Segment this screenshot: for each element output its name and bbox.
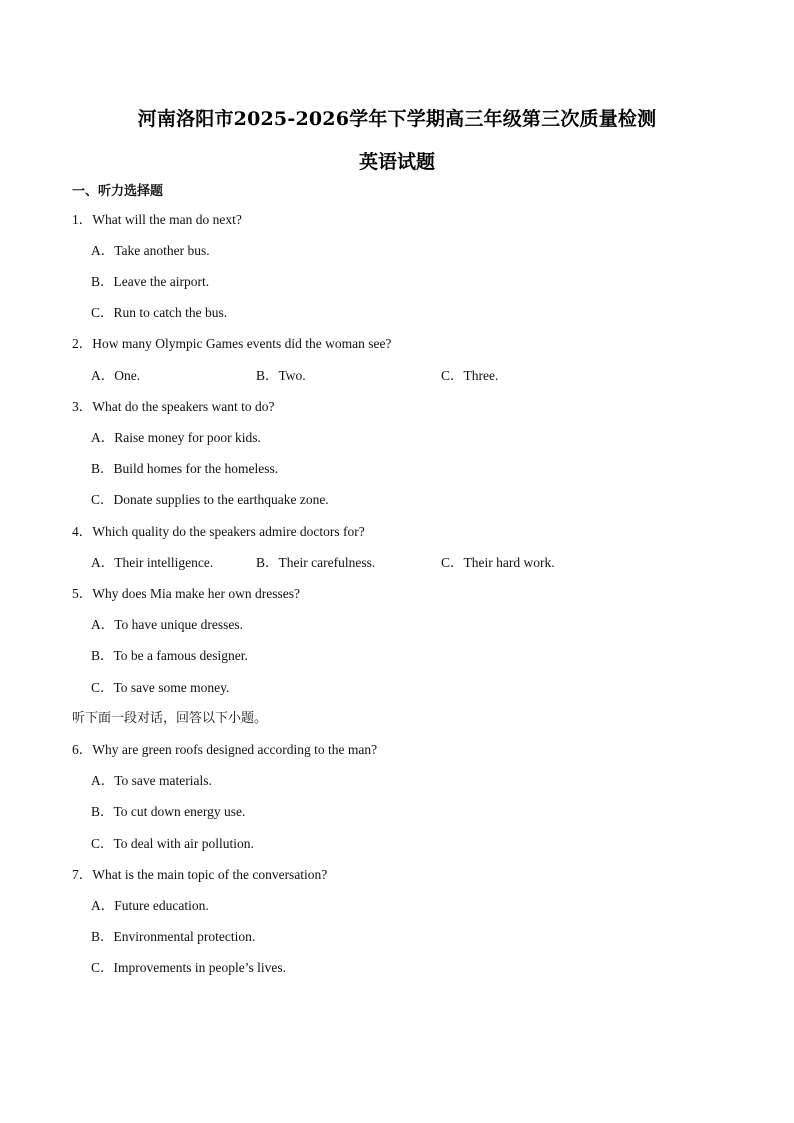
- question-4-option-c: C．Their hard work.: [441, 555, 555, 570]
- question-6-option-a: A．To save materials.: [91, 773, 212, 788]
- question-4-option-b: B．Their carefulness.: [256, 555, 376, 570]
- question-7: 7．What is the main topic of the conversation?: [72, 867, 328, 882]
- question-3-option-b: B．Build homes for the homeless.: [91, 461, 279, 476]
- question-5-option-a: A．To have unique dresses.: [91, 617, 244, 632]
- question-3-option-c: C．Donate supplies to the earthquake zone.: [91, 492, 329, 507]
- question-1-option-a: A．Take another bus.: [91, 243, 210, 258]
- question-2: 2．How many Olympic Games events did the woman see?: [72, 336, 392, 351]
- section-heading: 一、听力选择题: [72, 184, 164, 199]
- question-4-option-a: A．Their intelligence.: [91, 555, 214, 570]
- page-title: 河南洛阳市2025-2026学年下学期高三年级第三次质量检测: [137, 108, 657, 130]
- question-1-option-c: C．Run to catch the bus.: [91, 305, 228, 320]
- question-6-option-b: B．To cut down energy use.: [91, 804, 246, 819]
- question-5-option-c: C．To save some money.: [91, 680, 230, 695]
- question-5: 5．Why does Mia make her own dresses?: [72, 586, 300, 601]
- question-1-option-b: B．Leave the airport.: [91, 274, 210, 289]
- question-6: 6．Why are green roofs designed according to the man?: [72, 742, 378, 757]
- question-6-option-c: C．To deal with air pollution.: [91, 836, 254, 851]
- question-4: 4．Which quality do the speakers admire doctors for?: [72, 524, 365, 539]
- question-5-option-b: B．To be a famous designer.: [91, 648, 248, 663]
- question-2-option-c: C．Three.: [441, 368, 499, 383]
- question-7-option-b: B．Environmental protection.: [91, 929, 256, 944]
- listening-instruction: 听下面一段对话，回答以下小题。: [72, 711, 268, 726]
- question-2-option-a: A．One.: [91, 368, 141, 383]
- question-3: 3．What do the speakers want to do?: [72, 399, 275, 414]
- question-2-option-b: B．Two.: [256, 368, 306, 383]
- question-7-option-c: C．Improvements in people’s lives.: [91, 960, 286, 975]
- page-subtitle: 英语试题: [358, 151, 435, 173]
- question-3-option-a: A．Raise money for poor kids.: [91, 430, 261, 445]
- question-7-option-a: A．Future education.: [91, 898, 209, 913]
- question-1: 1．What will the man do next?: [72, 212, 242, 227]
